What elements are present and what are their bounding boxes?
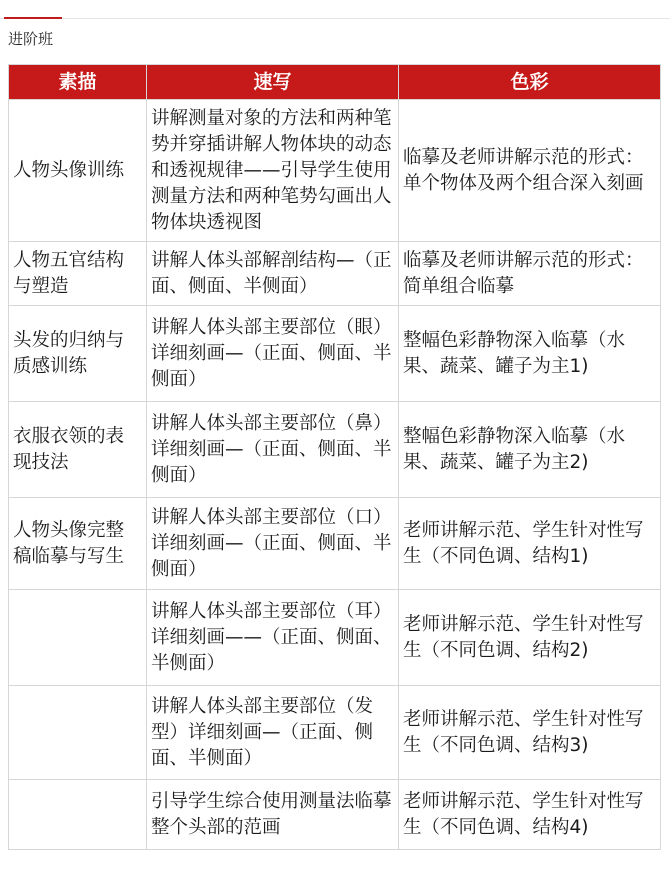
cell-speed-sketch: 讲解测量对象的方法和两种笔势并穿插讲解人物体块的动态和透视规律——引导学生使用测量方法和两种笔势勾画出人物体块透视图 — [147, 100, 399, 242]
cell-sketch — [9, 780, 147, 850]
cell-sketch: 人物头像完整稿临摹与写生 — [9, 498, 147, 590]
cell-color: 老师讲解示范、学生针对性写生（不同色调、结构3) — [399, 686, 661, 780]
cell-speed-sketch: 讲解人体头部主要部位（眼）详细刻画—（正面、侧面、半侧面） — [147, 306, 399, 402]
cell-sketch: 人物头像训练 — [9, 100, 147, 242]
top-accent-bar — [4, 17, 62, 19]
cell-speed-sketch: 讲解人体头部主要部位（耳）详细刻画——（正面、侧面、半侧面） — [147, 590, 399, 686]
cell-sketch — [9, 590, 147, 686]
table-row — [9, 686, 661, 780]
cell-sketch: 衣服衣领的表现技法 — [9, 402, 147, 498]
cell-speed-sketch: 讲解人体头部主要部位（口）详细刻画—（正面、侧面、半侧面） — [147, 498, 399, 590]
table-row — [9, 498, 661, 590]
table-row — [9, 306, 661, 402]
column-header-color: 色彩 — [399, 65, 661, 100]
table-row — [9, 590, 661, 686]
column-header-speed-sketch: 速写 — [147, 65, 399, 100]
cell-color: 整幅色彩静物深入临摹（水果、蔬菜、罐子为主1) — [399, 306, 661, 402]
curriculum-table — [8, 64, 661, 850]
cell-speed-sketch: 讲解人体头部主要部位（发型）详细刻画—（正面、侧面、半侧面） — [147, 686, 399, 780]
cell-color: 整幅色彩静物深入临摹（水果、蔬菜、罐子为主2) — [399, 402, 661, 498]
cell-speed-sketch: 引导学生综合使用测量法临摹整个头部的范画 — [147, 780, 399, 850]
table-row — [9, 780, 661, 850]
cell-color: 临摹及老师讲解示范的形式：简单组合临摹 — [399, 242, 661, 306]
cell-sketch: 人物五官结构与塑造 — [9, 242, 147, 306]
table-row — [9, 242, 661, 306]
table-row — [9, 100, 661, 242]
column-header-sketch: 素描 — [9, 65, 147, 100]
cell-sketch — [9, 686, 147, 780]
table-row — [9, 402, 661, 498]
table-header-row — [9, 65, 661, 100]
cell-color: 老师讲解示范、学生针对性写生（不同色调、结构2) — [399, 590, 661, 686]
cell-color: 老师讲解示范、学生针对性写生（不同色调、结构4) — [399, 780, 661, 850]
section-title: 进阶班 — [8, 30, 54, 48]
top-divider — [0, 18, 670, 19]
cell-color: 老师讲解示范、学生针对性写生（不同色调、结构1) — [399, 498, 661, 590]
cell-color: 临摹及老师讲解示范的形式：单个物体及两个组合深入刻画 — [399, 100, 661, 242]
cell-sketch: 头发的归纳与质感训练 — [9, 306, 147, 402]
cell-speed-sketch: 讲解人体头部解剖结构—（正面、侧面、半侧面） — [147, 242, 399, 306]
cell-speed-sketch: 讲解人体头部主要部位（鼻）详细刻画—（正面、侧面、半侧面） — [147, 402, 399, 498]
